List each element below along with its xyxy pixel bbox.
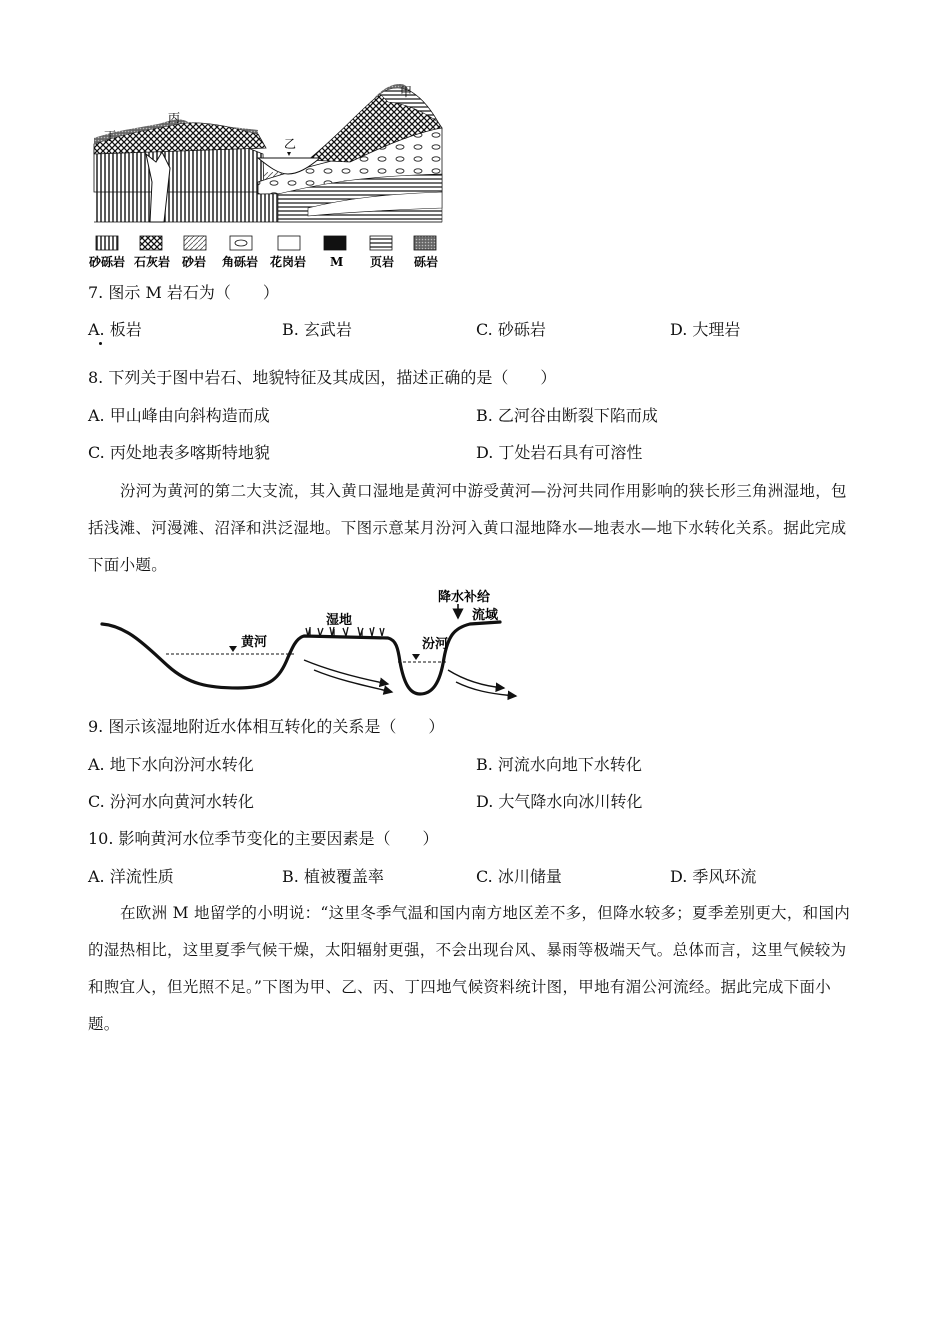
wetland-water-figure — [98, 588, 528, 706]
stray-dot — [99, 342, 102, 345]
q9-option-a[interactable]: A. 地下水向汾河水转化 — [88, 755, 254, 774]
q10-option-b[interactable]: B. 植被覆盖率 — [282, 867, 384, 886]
q7-option-a[interactable]: A. 板岩 — [88, 320, 142, 339]
legend-label: 角砾岩 — [222, 255, 259, 269]
q8-option-a[interactable]: A. 甲山峰由向斜构造而成 — [88, 406, 270, 425]
q9-option-c[interactable]: C. 汾河水向黄河水转化 — [88, 792, 254, 811]
label-huanghe: 黄河 — [241, 635, 268, 650]
q7-option-b[interactable]: B. 玄武岩 — [282, 320, 352, 339]
legend-label: 花岗岩 — [270, 255, 307, 269]
legend-label: 石灰岩 — [134, 255, 171, 269]
passage-europe-m: 在欧洲 M 地留学的小明说：“这里冬季气温和国内南方地区差不多，但降水较多；夏季差别更大，和国内的湿热相比，这里夏季气候干燥，太阳辐射更强，不会出现台风、暴雨等极端天气。总体而言，这里气候较为和煦宜人，但光照不足。”下图为甲、乙、丙、丁四地气候资料统计图，甲地有湄公河流经。据此完成下面小题。 — [88, 904, 851, 1033]
q10-option-a[interactable]: A. 洋流性质 — [88, 867, 174, 886]
label-yi: 乙 — [284, 137, 297, 151]
legend-label: M — [330, 255, 344, 269]
q7-option-d[interactable]: D. 大理岩 — [670, 320, 741, 339]
label-fenhe: 汾河 — [422, 637, 449, 652]
q10-option-c[interactable]: C. 冰川储量 — [476, 867, 562, 886]
label-ding: 丁 — [104, 129, 117, 143]
q7-option-c[interactable]: C. 砂砾岩 — [476, 320, 546, 339]
passage-fenhe: 汾河为黄河的第二大支流，其入黄口湿地是黄河中游受黄河—汾河共同作用影响的狭长形三角洲湿地，包括浅滩、河漫滩、沼泽和洪泛湿地。下图示意某月汾河入黄口湿地降水—地表水—地下水转化关系。据此完成下面小题。 — [88, 482, 847, 574]
label-bing: 丙 — [168, 111, 181, 125]
legend-label: 砂砾岩 — [89, 255, 126, 269]
geologic-section-figure — [88, 82, 460, 272]
q10-stem: 10. 影响黄河水位季节变化的主要因素是（ ） — [88, 829, 439, 848]
q8-stem: 8. 下列关于图中岩石、地貌特征及其成因，描述正确的是（ ） — [88, 368, 557, 387]
legend-label: 砂岩 — [182, 255, 207, 269]
label-jia: 甲 — [400, 85, 413, 99]
label-jiangshui: 降水补给 — [438, 590, 491, 605]
q9-stem: 9. 图示该湿地附近水体相互转化的关系是（ ） — [88, 717, 445, 736]
legend-label: 砾岩 — [414, 255, 439, 269]
q8-option-d[interactable]: D. 丁处岩石具有可溶性 — [476, 443, 643, 462]
q9-option-d[interactable]: D. 大气降水向冰川转化 — [476, 792, 643, 811]
q8-option-c[interactable]: C. 丙处地表多喀斯特地貌 — [88, 443, 270, 462]
q10-option-d[interactable]: D. 季风环流 — [670, 867, 757, 886]
q8-option-b[interactable]: B. 乙河谷由断裂下陷而成 — [476, 406, 658, 425]
q9-option-b[interactable]: B. 河流水向地下水转化 — [476, 755, 642, 774]
label-shidi: 湿地 — [326, 613, 353, 628]
legend-label: 页岩 — [370, 255, 395, 269]
label-liuyu: 流域 — [472, 608, 499, 623]
q7-stem: 7. 图示 M 岩石为（ ） — [88, 283, 279, 302]
